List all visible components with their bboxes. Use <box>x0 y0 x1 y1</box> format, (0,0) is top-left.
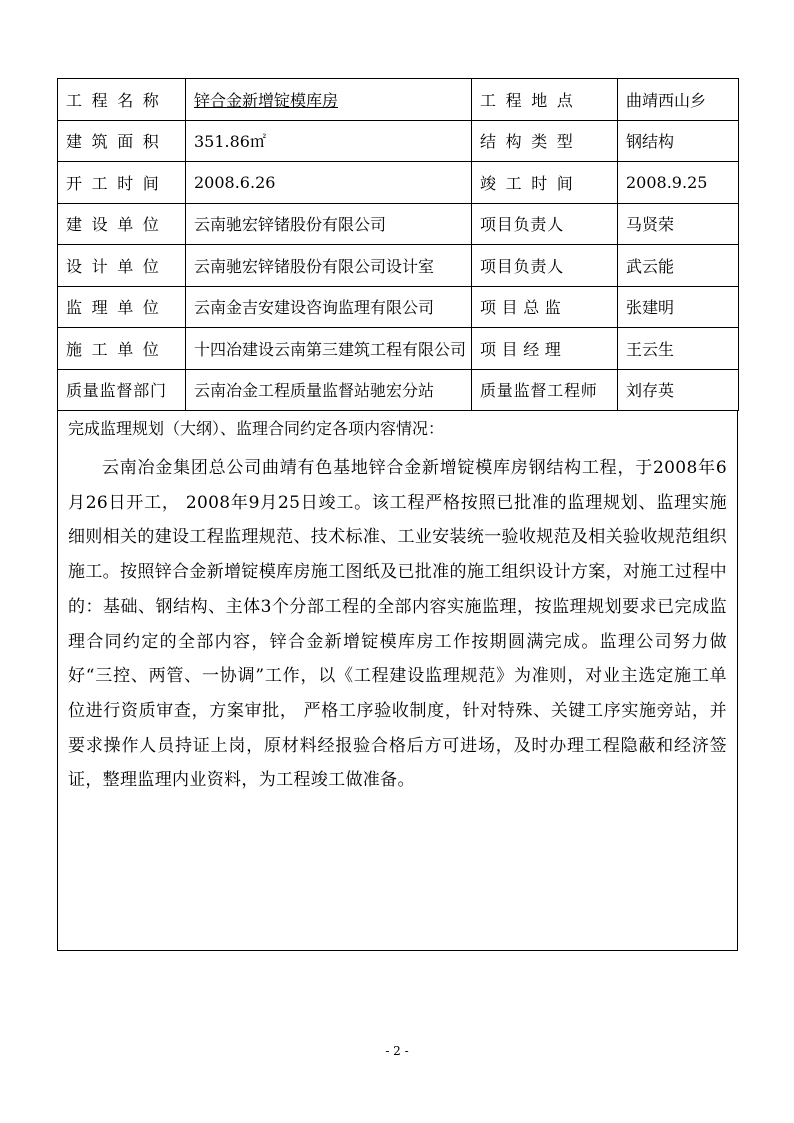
value-start-date: 2008.6.26 <box>186 162 472 204</box>
value-design-unit: 云南驰宏锌锗股份有限公司设计室 <box>186 245 472 287</box>
label-owner-project-lead: 项目负责人 <box>472 203 618 245</box>
label-supervision-unit: 监理单位 <box>58 286 186 328</box>
label-start-date: 开工时间 <box>58 162 186 204</box>
label-structure-type: 结构类型 <box>472 120 618 162</box>
table-row <box>58 369 739 411</box>
label-construction-owner: 建设单位 <box>58 203 186 245</box>
value-project-location: 曲靖西山乡 <box>618 79 739 121</box>
label-quality-engineer: 质量监督工程师 <box>472 369 618 411</box>
value-structure-type: 钢结构 <box>618 120 739 162</box>
label-completion-date: 竣工时间 <box>472 162 618 204</box>
value-construction-unit: 十四冶建设云南第三建筑工程有限公司 <box>186 328 472 370</box>
report-sheet <box>57 78 738 951</box>
table-row <box>58 328 739 370</box>
value-supervision-unit: 云南金吉安建设咨询监理有限公司 <box>186 286 472 328</box>
summary-body: 云南冶金集团总公司曲靖有色基地锌合金新增锭模库房钢结构工程，于2008年6月26日开工， 2008年9月25日竣工。该工程严格按照已批准的监理规划、监理实施细则相关的建设工程监理规范、技术标准、工业安装统一验收规范及相关验收规范组织施工。按照锌合金新增锭模库房施工图纸及已批准的施工组织设计方案，对施工过程中的：基础、钢结构、主体3个分部工程的全部内容实施监理，按监理规划要求已完成监理合同约定的全部内容，锌合金新增锭模库房工作按期圆满完成。监理公司努力做好“三控、两管、一协调”工作，以《工程建设监理规范》为准则，对业主选定施工单位进行资质审查，方案审批， 严格工序验收制度，针对特殊、关键工序实施旁站，并要求操作人员持证上岗，原材料经报验合格后方可进场，及时办理工程隐蔽和经济签证，整理监理内业资料，为工程竣工做准备。 <box>68 458 727 791</box>
label-project-manager: 项目经理 <box>472 328 618 370</box>
value-construction-owner: 云南驰宏锌锗股份有限公司 <box>186 203 472 245</box>
label-design-unit: 设计单位 <box>58 245 186 287</box>
page-number: - 2 - <box>385 1044 409 1058</box>
table-row <box>58 245 739 287</box>
label-quality-dept: 质量监督部门 <box>58 369 186 411</box>
value-quality-engineer: 刘存英 <box>618 369 739 411</box>
value-quality-dept: 云南冶金工程质量监督站驰宏分站 <box>186 369 472 411</box>
table-row <box>58 203 739 245</box>
label-construction-unit: 施工单位 <box>58 328 186 370</box>
value-completion-date: 2008.9.25 <box>618 162 739 204</box>
project-name-text: 锌合金新增锭模库房 <box>194 90 339 110</box>
project-info-table <box>57 78 739 411</box>
label-project-name: 工程名称 <box>58 79 186 121</box>
label-building-area: 建筑面积 <box>58 120 186 162</box>
table-row <box>58 120 739 162</box>
value-project-name <box>186 79 472 121</box>
label-design-project-lead: 项目负责人 <box>472 245 618 287</box>
label-chief-supervisor: 项目总监 <box>472 286 618 328</box>
supervision-summary-box <box>57 411 738 951</box>
value-owner-project-lead: 马贤荣 <box>618 203 739 245</box>
table-row <box>58 79 739 121</box>
value-building-area: 351.86㎡ <box>186 120 472 162</box>
label-project-location: 工程地点 <box>472 79 618 121</box>
value-chief-supervisor: 张建明 <box>618 286 739 328</box>
table-row <box>58 162 739 204</box>
table-row <box>58 286 739 328</box>
value-design-project-lead: 武云能 <box>618 245 739 287</box>
summary-title: 完成监理规划（大纲）、监理合同约定各项内容情况： <box>68 419 445 438</box>
value-project-manager: 王云生 <box>618 328 739 370</box>
